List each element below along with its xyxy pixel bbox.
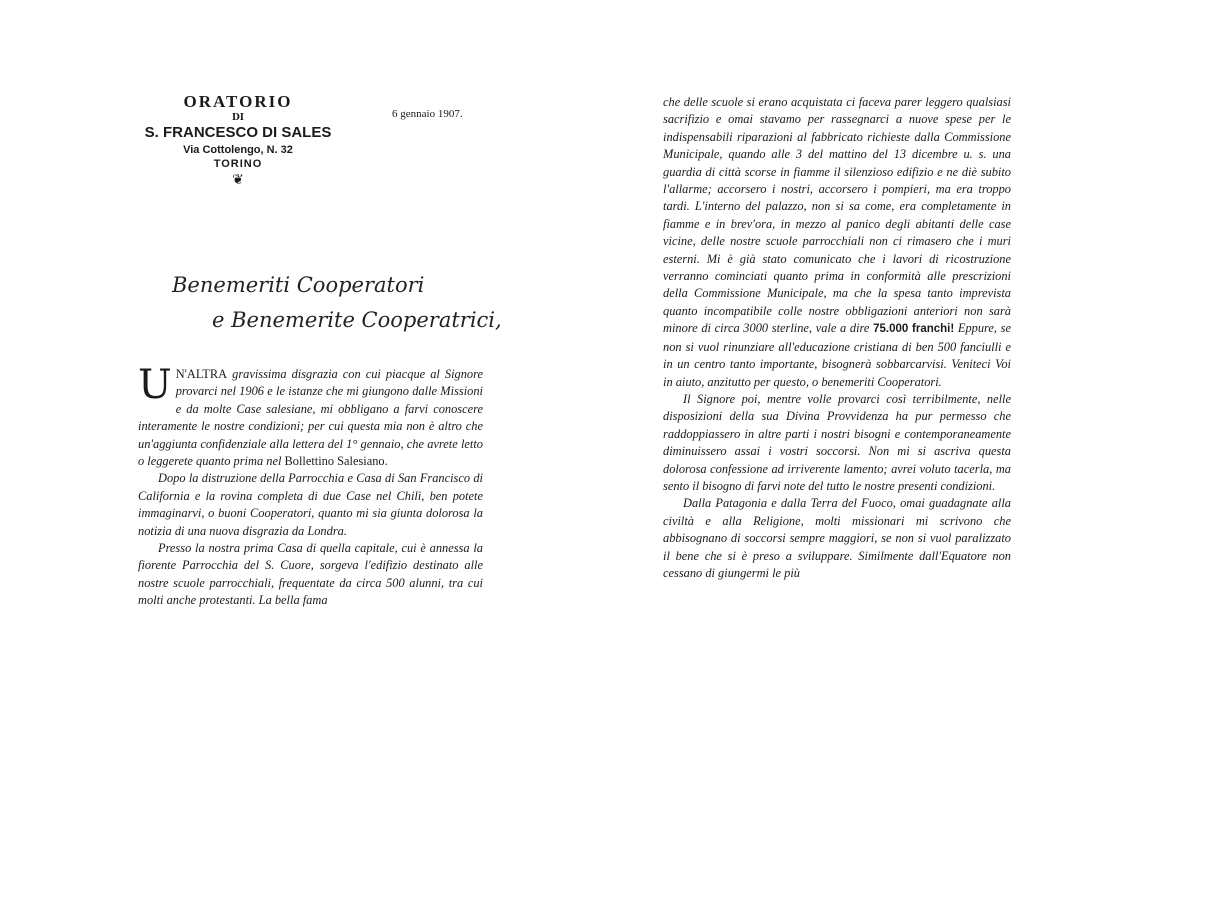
right-body: [663, 94, 1011, 582]
letter-date: 6 gennaio 1907.: [392, 108, 463, 120]
paragraph-4-text-b: Eppure, se non si vuol rinunziare all'educazione cristiana di ben 500 fanciulli e in un centro tanto importante, bisognerà sobbarcarvisi. Veniteci Voi in aiuto, anzitutto per questo, o benemeriti Cooperatori.: [663, 321, 1011, 389]
paragraph-1-text: gravissima disgrazia con cui piacque al Signore provarci nel 1906 e le istanze che mi giungono dalle Missioni e da molte Case salesiane, mi obbligano a farvi conoscere interamente le nostre condizioni; per cui questa mia non è altro che un'aggiunta confidenziale alla lettera del 1° gennaio, che avrete letto o leggerete quanto prima nel: [138, 367, 483, 469]
letterhead-di: DI: [231, 113, 244, 123]
lead-word: N'ALTRA: [175, 367, 228, 381]
letterhead-org: ORATORIO: [183, 92, 293, 111]
paragraph-2: Dopo la distruzione della Parrocchia e Casa di San Francisco di California e la rovina completa di due Case nel Chilì, ben potete immaginarvi, o buoni Cooperatori, quanto mi sia giunta dolorosa la notizia di una nuova disgrazia da Londra.: [138, 471, 483, 538]
salutation-line-1: Benemeriti Cooperatori: [172, 273, 425, 297]
paragraph-4: [663, 94, 1011, 391]
bulletin-title: Bollettino Salesiano.: [284, 454, 388, 469]
letterhead-street: Via Cottolengo, N. 32: [183, 144, 293, 156]
paragraph-4-text-a: che delle scuole si erano acquistata ci faceva parer leggero qualsiasi sacrifizio e omai stavamo per rassegnarci a nuove spese per le indispensabili riparazioni al fabbricato richieste dalla Commissione Municipale, quando alle 3 del mattino del 13 dicembre u. s. una guardia di città scorse in fiamme il silenzioso edifizio e ne diè subito l'allarme; accorsero i nostri, accorsero i pompieri, ma era troppo tardi. L'interno del palazzo, non si sa come, era completamente in fiamme e in brev'ora, in mezzo al panico degli abitanti delle case vicine, delle nostre scuole parrocchiali non ci rimasero che i muri esterni. Mi è già stato comunicato che i lavori di ricostruzione verranno cominciati quanto prima in conformità alle prescrizioni della Commissione Municipale, ma che la spesa tanto imprevista quanto incompatibile colle nostre obbligazioni anteriori non sarà minore di circa 3000 sterline, vale a dire: [663, 95, 1011, 336]
drop-cap: U: [138, 362, 172, 408]
paragraph-6: Dalla Patagonia e dalla Terra del Fuoco, omai guadagnate alla civiltà e alla Religione, molti missionari mi scrivono che abbisognano di soccorsi sempre maggiori, se non si vuol paralizzato il bene che si è preso a sviluppare. Similmente dall'Equatore non cessano di giungermi le più: [663, 496, 1011, 580]
letterhead-city: TORINO: [213, 158, 263, 170]
salutation-line-2: e Benemerite Cooperatrici,: [212, 308, 502, 332]
letterhead: [138, 92, 338, 188]
right-page: [655, 70, 1010, 670]
amount-francs: 75.000 franchi!: [873, 323, 955, 336]
left-body: [138, 362, 483, 610]
paragraph-3: Presso la nostra prima Casa di quella capitale, cui è annessa la fiorente Parrocchia del S. Cuore, sorgeva l'edifizio destinato alle nostre scuole parrocchiali, frequentate da circa 500 alunni, tra cui molti anche protestanti. La bella fama: [138, 541, 483, 608]
left-page: [120, 70, 505, 670]
ornament-icon: ❦: [232, 172, 244, 188]
letterhead-name: S. FRANCESCO DI SALES: [144, 124, 332, 141]
paragraph-5: Il Signore poi, mentre volle provarci così terribilmente, nelle disposizioni della sua Divina Provvidenza ha pur permesso che raddoppiassero in altre parti i nostri bisogni e contemporaneamente diminuissero assai i vostri soccorsi. Non mi si ascriva questa dolorosa confessione ad irriverente lamento; avrei voluto tacerla, ma sento il bisogno di farvi note del tutto le nostre presenti condizioni.: [663, 391, 1011, 493]
paragraph-1: [138, 362, 483, 470]
